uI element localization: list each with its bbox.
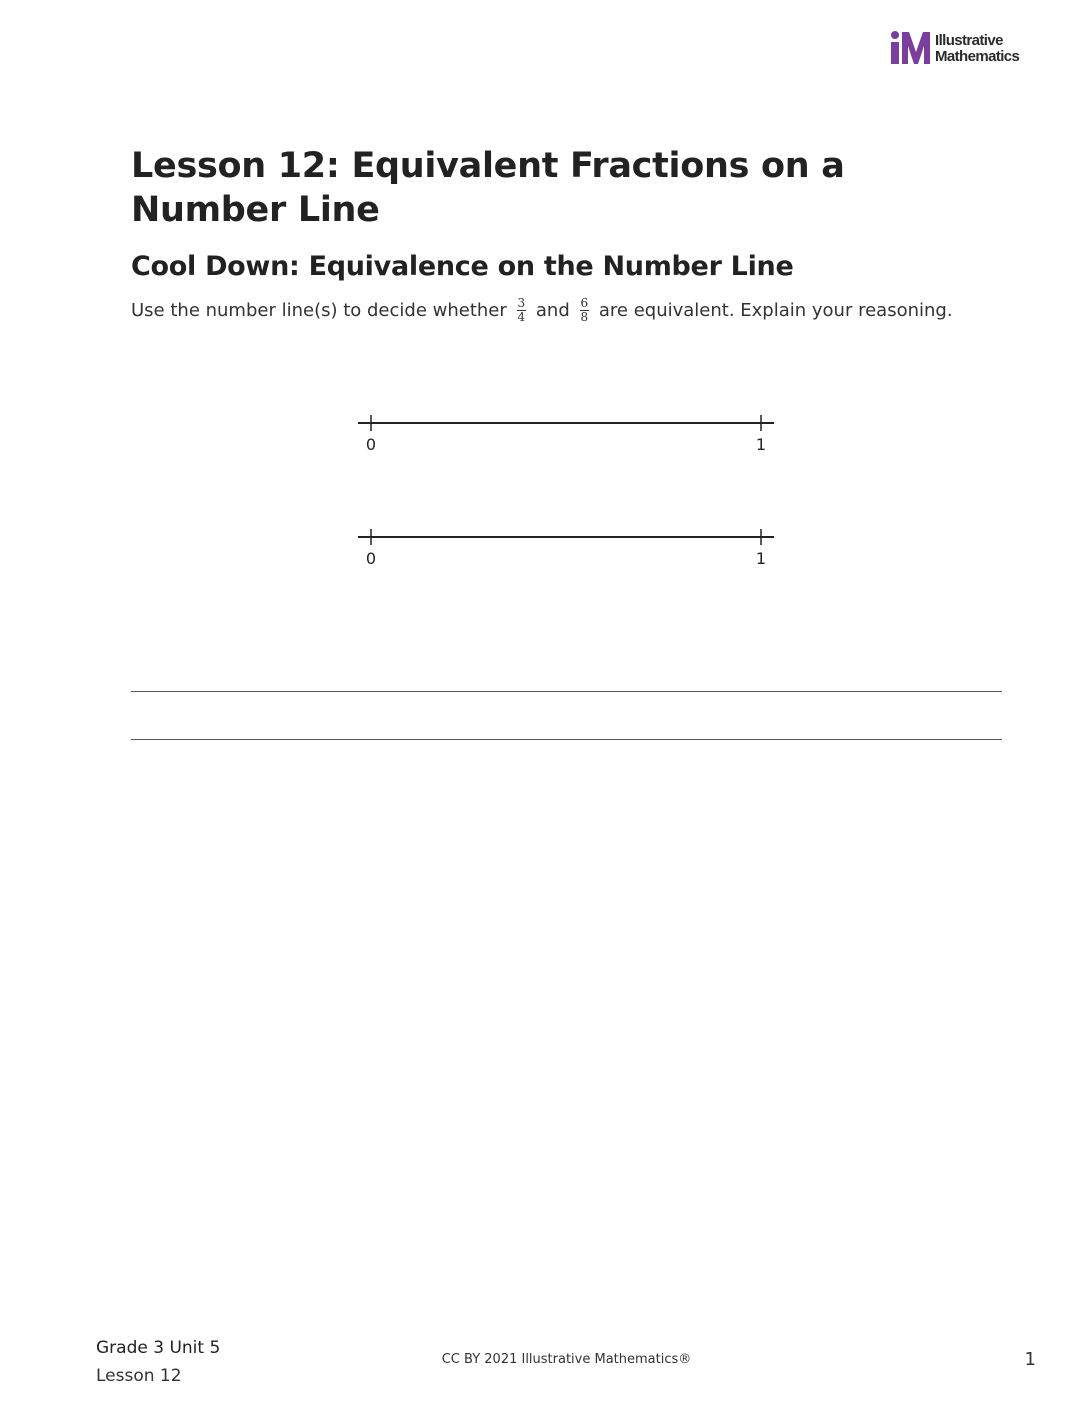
answer-line-2[interactable]	[131, 739, 1002, 740]
fraction-b-numerator: 6	[580, 295, 589, 310]
footer-lesson: Lesson 12	[96, 1366, 182, 1386]
fraction-b-denominator: 8	[580, 309, 589, 324]
number-line-2-label-start: 0	[365, 549, 377, 568]
illustrative-mathematics-logo	[888, 30, 1048, 70]
logo-line-1: Illustrative	[935, 32, 1003, 49]
number-lines-diagram	[350, 405, 790, 580]
number-line-1	[358, 415, 774, 454]
number-line-1-label-start: 0	[365, 435, 377, 454]
prompt-text	[131, 296, 1031, 326]
fraction-six-eighths	[580, 297, 590, 324]
fraction-a-denominator: 4	[517, 309, 526, 324]
footer-page-number: 1	[1024, 1349, 1036, 1370]
number-line-2	[358, 529, 774, 568]
section-title: Cool Down: Equivalence on the Number Line	[131, 251, 794, 282]
fraction-three-fourths	[517, 297, 527, 324]
fraction-a-numerator: 3	[517, 295, 526, 310]
logo-line-2: Mathematics	[935, 48, 1020, 65]
footer-copyright: CC BY 2021 Illustrative Mathematics®	[441, 1352, 692, 1367]
number-line-2-label-end: 1	[755, 549, 767, 568]
lesson-title: Lesson 12: Equivalent Fractions on a Number Line	[131, 146, 845, 230]
im-logo-icon	[888, 30, 932, 66]
footer-grade-unit: Grade 3 Unit 5	[96, 1338, 221, 1358]
answer-line-1[interactable]	[131, 691, 1002, 692]
prompt-after: are equivalent. Explain your reasoning.	[598, 300, 953, 321]
prompt-middle: and	[535, 300, 570, 321]
logo-wordmark	[935, 33, 1019, 65]
prompt-before: Use the number line(s) to decide whether	[131, 300, 507, 321]
number-line-1-label-end: 1	[755, 435, 767, 454]
